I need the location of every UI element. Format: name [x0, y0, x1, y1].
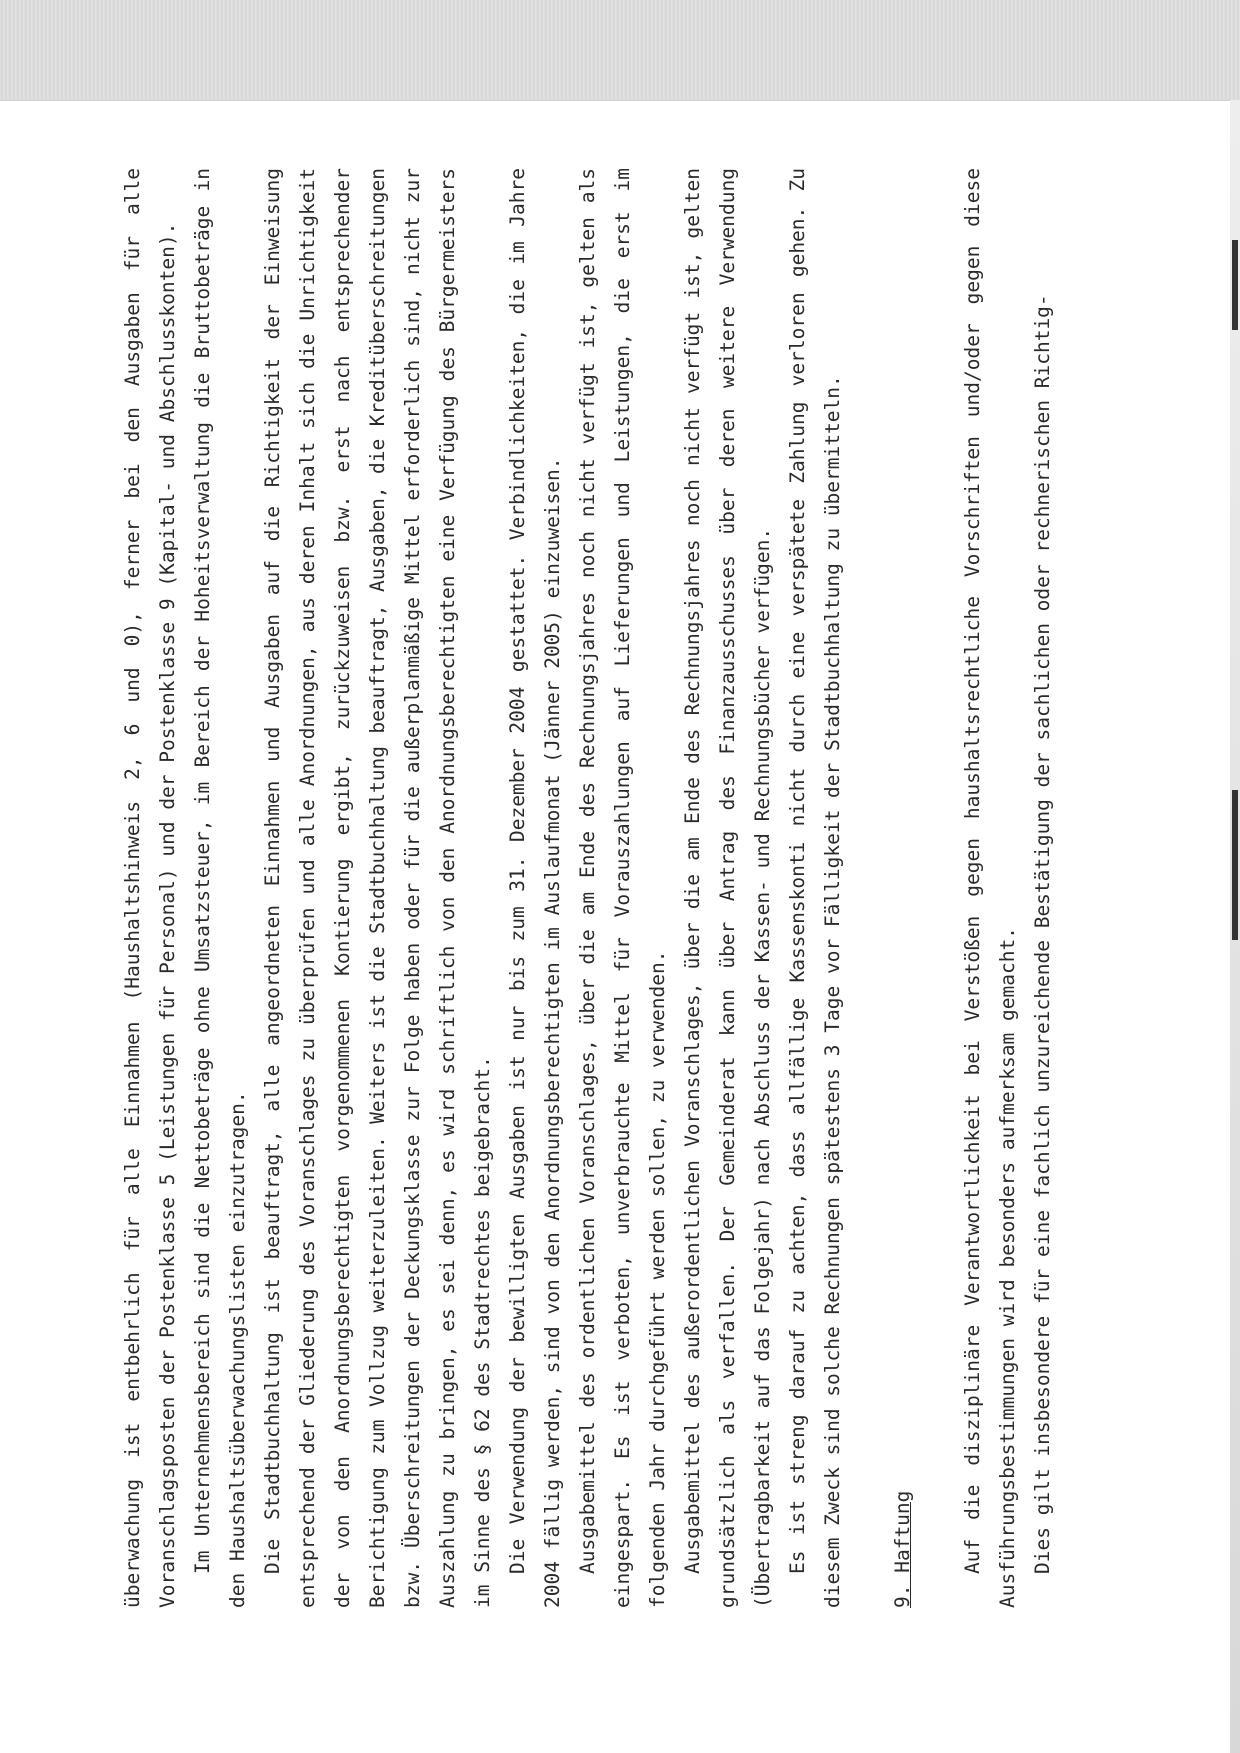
paragraph-city-accounting: Die Stadtbuchhaltung ist beauftragt, alle angeordneten Einnahmen und Ausgaben auf die Richtigkeit der Einweisung entsprechend der Gliederung des Voranschlages zu überprüfen und alle Anordnungen, aus deren Inhalt sich die Unrichtigkeit der von den Anordnungsberechtigten vorgenommenen Kontierung ergibt, zurückzuweisen bzw. erst nach entsprechender Berichtigung zum Vollzug weiterzuleiten. Weiters ist die Stadtbuchhaltung beauftragt, Ausgaben, die Kreditüberschreitungen bzw. Überschreitungen der Deckungsklasse zur Folge haben oder für die außerplanmäßige Mittel erforderlich sind, nicht zur Auszahlung zu bringen, es sei denn, es wird schriftlich von den Anordnungsberechtigten eine Verfügung des Bürgermeisters im Sinne des § 62 des Stadtrechtes beigebracht.	[261, 168, 494, 1608]
paragraph-net-gross: Im Unternehmensbereich sind die Nettobeträge ohne Umsatzsteuer, im Bereich der Hoheitsverwaltung die Bruttobeträge in den Haushaltsüberwachungslisten einzutragen.	[191, 168, 249, 1608]
section-heading: 9. Haftung	[891, 1490, 914, 1608]
paragraph-liability: Auf die disziplinäre Verantwortlichkeit bei Verstößen gegen haushaltsrechtliche Vorschriften und/oder gegen diese Ausführungsbestimmungen wird besonders aufmerksam gemacht.	[961, 168, 1019, 1608]
paragraph-continuation: überwachung ist entbehrlich für alle Einnahmen (Haushaltshinweis 2, 6 und 0), ferner bei den Ausgaben für alle Voranschlagsposten der Postenklasse 5 (Leistungen für Personal) und der Postenklasse 9 (Kapital- und Abschlusskonten).	[121, 168, 179, 1608]
document-body	[115, 168, 1060, 1608]
paragraph-liability-continued: Dies gilt insbesondere für eine fachlich unzureichende Bestätigung der sachlichen oder rechnerischen Richtig-	[1031, 294, 1054, 1574]
paragraph-extraordinary-budget: Ausgabemittel des außerordentlichen Voranschlages, über die am Ende des Rechnungsjahres noch nicht verfügt ist, gelten grundsätzlich als verfallen. Der Gemeinderat kann über Antrag des Finanzausschusses über deren weitere Verwendung (Übertragbarkeit auf das Folgejahr) nach Abschluss der Kassen- und Rechnungsbücher verfügen.	[681, 168, 774, 1608]
paragraph-use-of-funds: Die Verwendung der bewilligten Ausgaben ist nur bis zum 31. Dezember 2004 gestattet. Verbindlichkeiten, die im Jahre 2004 fällig werden, sind von den Anordnungsberechtigten im Auslaufmonat (Jänner 2005) einzuweisen.	[506, 168, 564, 1608]
paragraph-ordinary-budget: Ausgabemittel des ordentlichen Voranschlages, über die am Ende des Rechnungsjahres noch nicht verfügt ist, gelten als eingespart. Es ist verboten, unverbrauchte Mittel für Vorauszahlungen auf Lieferungen und Leistungen, die erst im folgenden Jahr durchgeführt werden sollen, zu verwenden.	[576, 168, 669, 1608]
paragraph-cash-discounts: Es ist streng darauf zu achten, dass allfällige Kassenskonti nicht durch eine verspätete Zahlung verloren gehen. Zu diesem Zweck sind solche Rechnungen spätestens 3 Tage vor Fälligkeit der Stadtbuchhaltung zu übermitteln.	[786, 168, 844, 1608]
